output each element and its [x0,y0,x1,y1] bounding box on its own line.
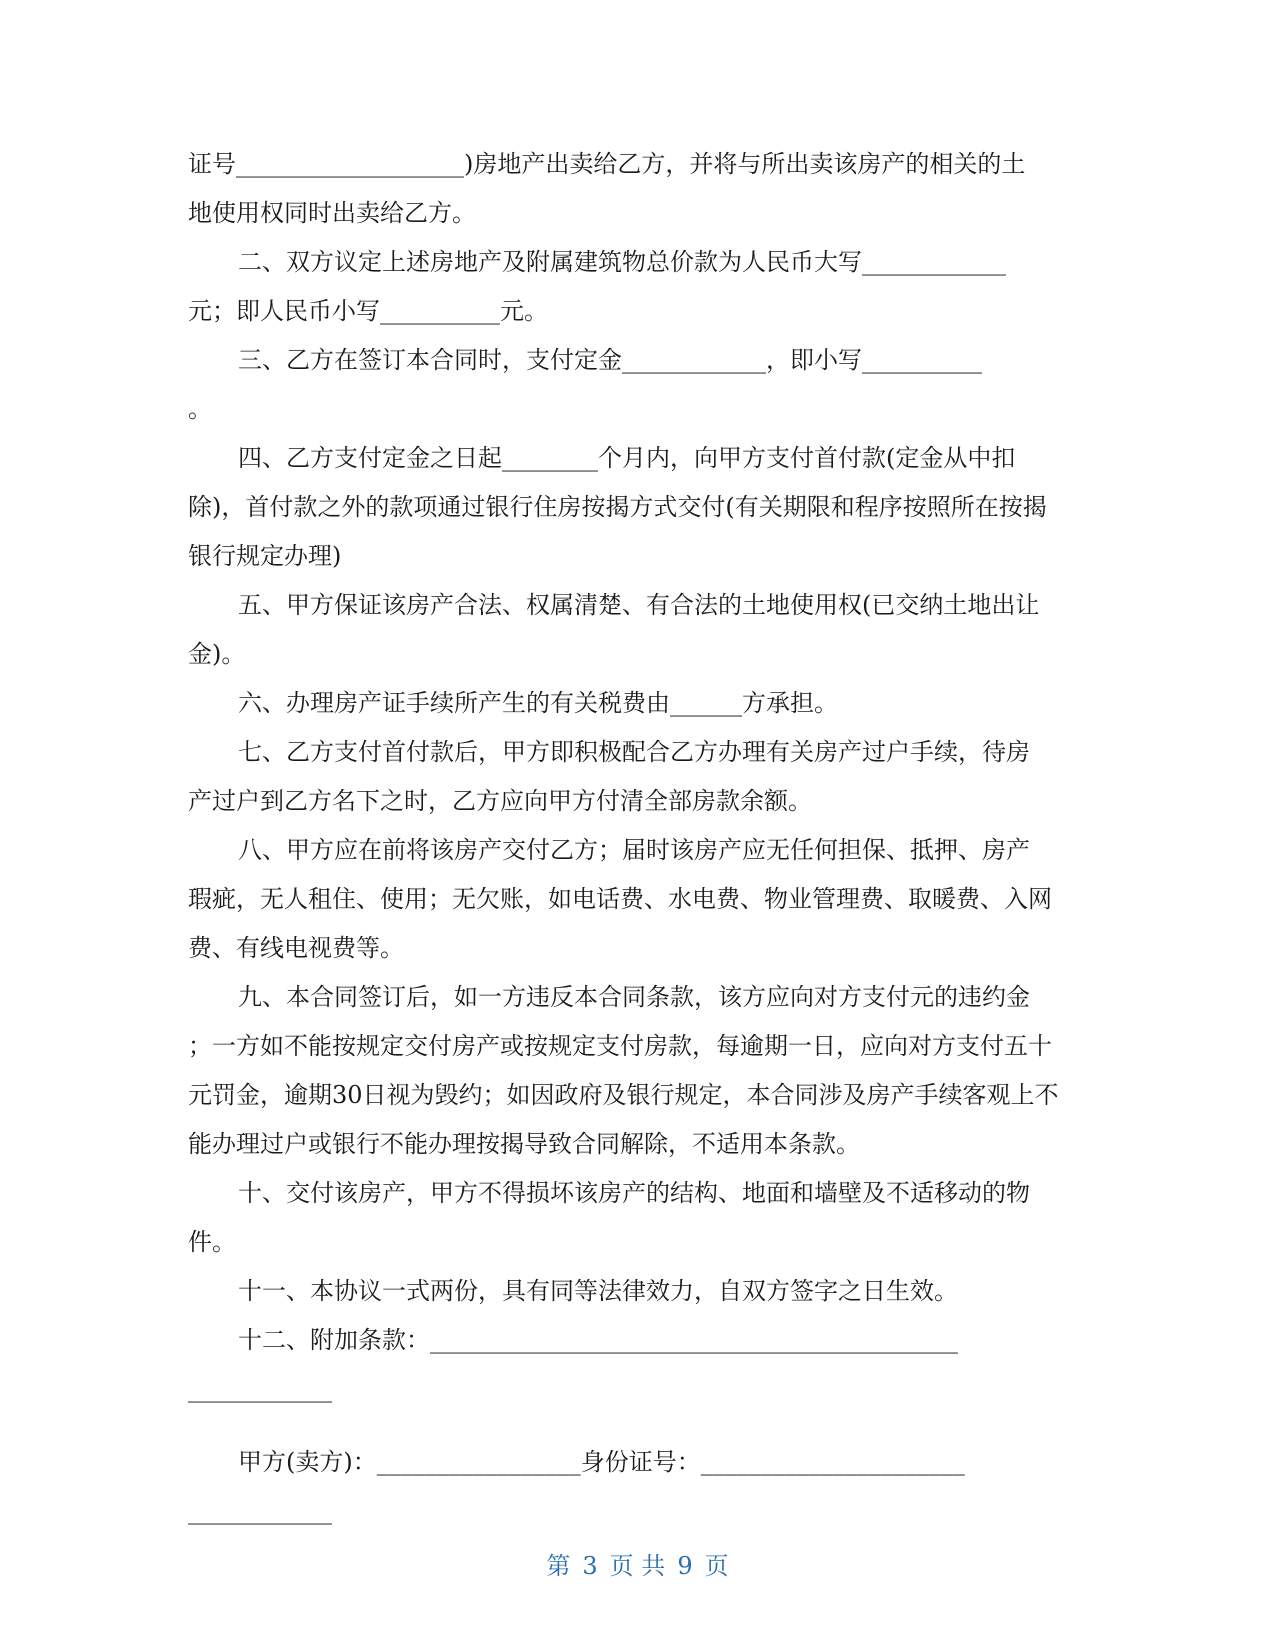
clause-9-line: 九、本合同签订后，如一方违反本合同条款，该方应向对方支付元的违约金 [238,983,1030,1011]
text-line: 费、有线电视费等。 [188,934,404,962]
clause-8-line: 八、甲方应在前将该房产交付乙方；届时该房产应无任何担保、抵押、房产 [238,836,1030,864]
text-line: 金)。 [188,640,246,668]
total-pages-number: 9 [677,1552,693,1580]
text-line: 元罚金，逾期30日视为毁约；如因政府及银行规定，本合同涉及房产手续客观上不 [188,1081,1059,1109]
text-line: 证号___________________)房地产出卖给乙方，并将与所出卖该房产的相关的土 [188,150,1026,178]
contract-body [188,140,1090,1536]
text-line: ____________ [188,1375,332,1403]
footer-prefix: 第 [546,1552,571,1580]
text-line: 能办理过户或银行不能办理按揭导致合同解除，不适用本条款。 [188,1130,860,1158]
text-line: 产过户到乙方名下之时，乙方应向甲方付清全部房款余额。 [188,787,812,815]
text-line: ；一方如不能按规定交付房产或按规定支付房款，每逾期一日，应向对方支付五十 [188,1032,1052,1060]
clause-4-line: 四、乙方支付定金之日起________个月内，向甲方支付首付款(定金从中扣 [238,444,1016,472]
current-page-number: 3 [582,1552,598,1580]
text-line: 件。 [188,1228,236,1256]
clause-3-line: 三、乙方在签订本合同时，支付定金____________，即小写__________ [238,346,982,374]
party-a-signature-line: 甲方(卖方)：_________________身份证号：______________________ [238,1448,965,1476]
text-line: 地使用权同时出卖给乙方。 [188,199,476,227]
footer-suffix: 页 [704,1552,729,1580]
text-line: ____________ [188,1497,332,1525]
clause-2-line: 二、双方议定上述房地产及附属建筑物总价款为人民币大写____________ [238,248,1006,276]
text-line: 元；即人民币小写__________元。 [188,297,548,325]
clause-5-line: 五、甲方保证该房产合法、权属清楚、有合法的土地使用权(已交纳土地出让 [238,591,1040,619]
clause-11-line: 十一、本协议一式两份，具有同等法律效力，自双方签字之日生效。 [238,1277,958,1305]
text-line: 除)，首付款之外的款项通过银行住房按揭方式交付(有关期限和程序按照所在按揭 [188,493,1047,521]
clause-12-line: 十二、附加条款：____________________________________________ [238,1326,958,1354]
text-line: 银行规定办理) [188,542,342,570]
clause-10-line: 十、交付该房产，甲方不得损坏该房产的结构、地面和墙壁及不适移动的物 [238,1179,1030,1207]
footer-middle: 页 共 [609,1552,666,1580]
spacer [188,1414,1090,1438]
clause-6-line: 六、办理房产证手续所产生的有关税费由______方承担。 [238,689,838,717]
clause-7-line: 七、乙方支付首付款后，甲方即积极配合乙方办理有关房产过户手续，待房 [238,738,1030,766]
text-line: 瑕疵，无人租住、使用；无欠账，如电话费、水电费、物业管理费、取暖费、入网 [188,885,1052,913]
text-line: 。 [188,395,212,423]
page-number-footer [0,1546,1275,1581]
